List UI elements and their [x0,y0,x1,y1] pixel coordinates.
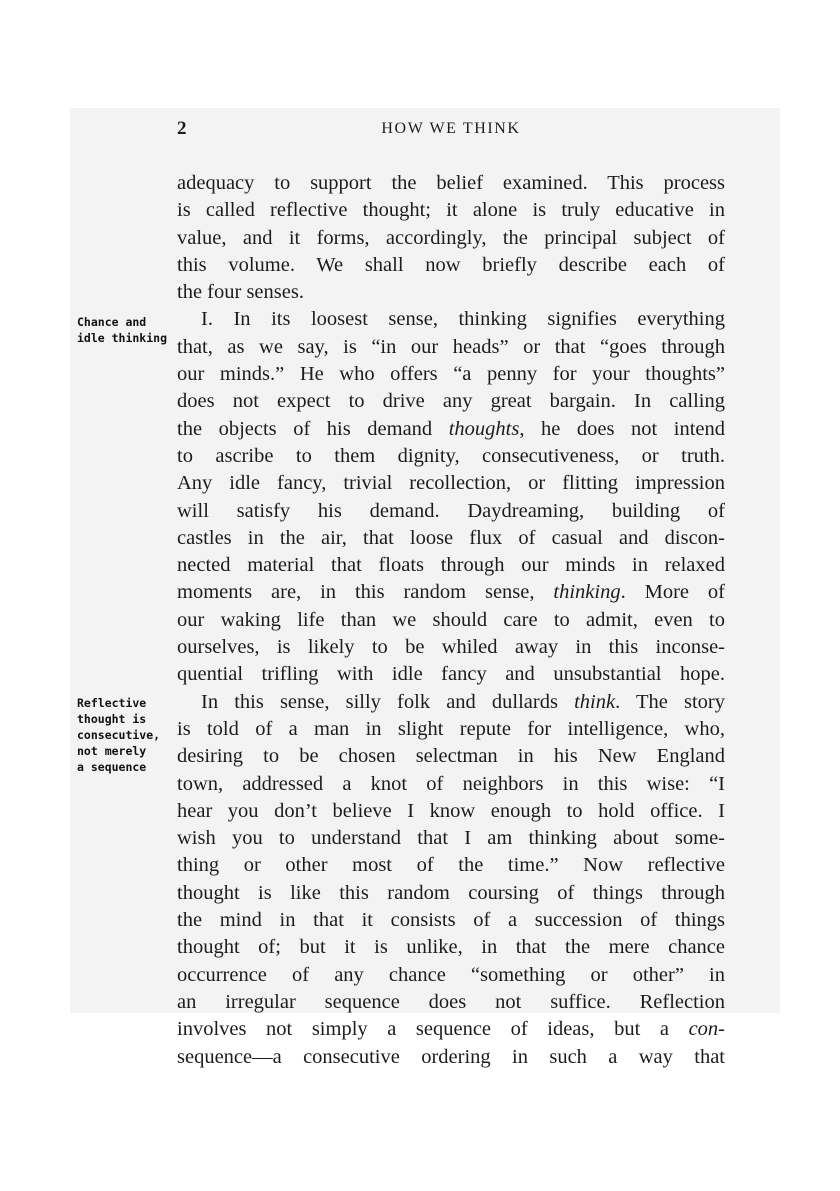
margin-note-reflective-thought [77,695,160,775]
text-line: ourselves, is likely to be whiled away in this inconse- [177,636,725,659]
text-line: quential trifling with idle fancy and unsubstantial hope. [177,663,725,686]
text-segment: moments are, in this random sense, [177,581,554,604]
text-segment: . More of [620,581,725,604]
text-line: hear you don’t believe I know enough to hold office. I [177,799,725,822]
text-line: town, addressed a knot of neighbors in this wise: “I [177,772,725,795]
text-line: occurrence of any chance “something or other” in [177,963,725,986]
text-line [177,579,725,606]
text-line: value, and it forms, accordingly, the principal subject of [177,226,725,249]
text-line: does not expect to drive any great bargain. In calling [177,390,725,413]
text-line: is called reflective thought; it alone is truly educative in [177,199,725,222]
text-line: an irregular sequence does not suffice. Reflection [177,990,725,1013]
running-head: HOW WE THINK [381,120,521,137]
text-line: thought of; but it is unlike, in that the mere chance [177,936,725,959]
text-line: the four senses. [177,281,304,304]
text-line: sequence—a consecutive ordering in such a way that [177,1045,725,1068]
margin-note-line: not merely [77,744,147,758]
text-line: that, as we say, is “in our heads” or that “goes through [177,335,725,358]
text-segment: . The story [615,690,725,713]
margin-note-line: a sequence [77,760,147,774]
text-segment: the objects of his demand [177,417,449,440]
margin-note-line: Chance and [77,315,147,329]
text-line: wish you to understand that I am thinking about some- [177,827,725,850]
italic-word: thinking [553,581,621,604]
text-line: thought is like this random coursing of things through [177,881,725,904]
text-line: desiring to be chosen selectman in his New England [177,745,725,768]
text-line: our waking life than we should care to admit, even to [177,608,725,631]
text-line: adequacy to support the belief examined. This process [177,172,725,194]
text-segment: In this sense, silly folk and dullards [201,690,575,713]
margin-note-line: Reflective [77,696,147,710]
text-line: to ascribe to them dignity, consecutiveness, or truth. [177,444,725,467]
page-number: 2 [177,118,187,139]
margin-note-line: idle thinking [77,331,168,345]
margin-note-chance-and-idle-thinking [77,314,167,346]
text-line: I. In its loosest sense, thinking signifies everything [201,308,725,331]
text-line: the mind in that it consists of a succession of things [177,909,725,932]
italic-word: thoughts [448,417,520,440]
page-header [177,118,725,144]
text-line: is told of a man in slight repute for intelligence, who, [177,717,725,740]
text-line: will satisfy his demand. Daydreaming, building of [177,499,725,522]
text-segment: involves not simply a sequence of ideas, but a [177,1018,689,1041]
text-line: this volume. We shall now briefly describe each of [177,253,725,276]
text-line: our minds.” He who offers “a penny for your thoughts” [177,363,725,386]
text-line [177,416,725,443]
italic-word: think [574,690,616,713]
margin-note-line: thought is [77,712,147,726]
italic-word: con [688,1018,719,1041]
text-line: thing or other most of the time.” Now reflective [177,854,725,877]
text-line: Any idle fancy, trivial recollection, or flitting impression [177,472,725,495]
text-segment: - [718,1018,725,1041]
text-line [177,1016,725,1043]
text-line: nected material that floats through our minds in relaxed [177,554,725,577]
margin-note-line: consecutive, [77,728,161,742]
text-line [177,689,725,716]
body-text [177,170,725,1071]
text-segment: , he does not intend [519,417,725,440]
text-line: castles in the air, that loose flux of casual and discon- [177,526,725,549]
